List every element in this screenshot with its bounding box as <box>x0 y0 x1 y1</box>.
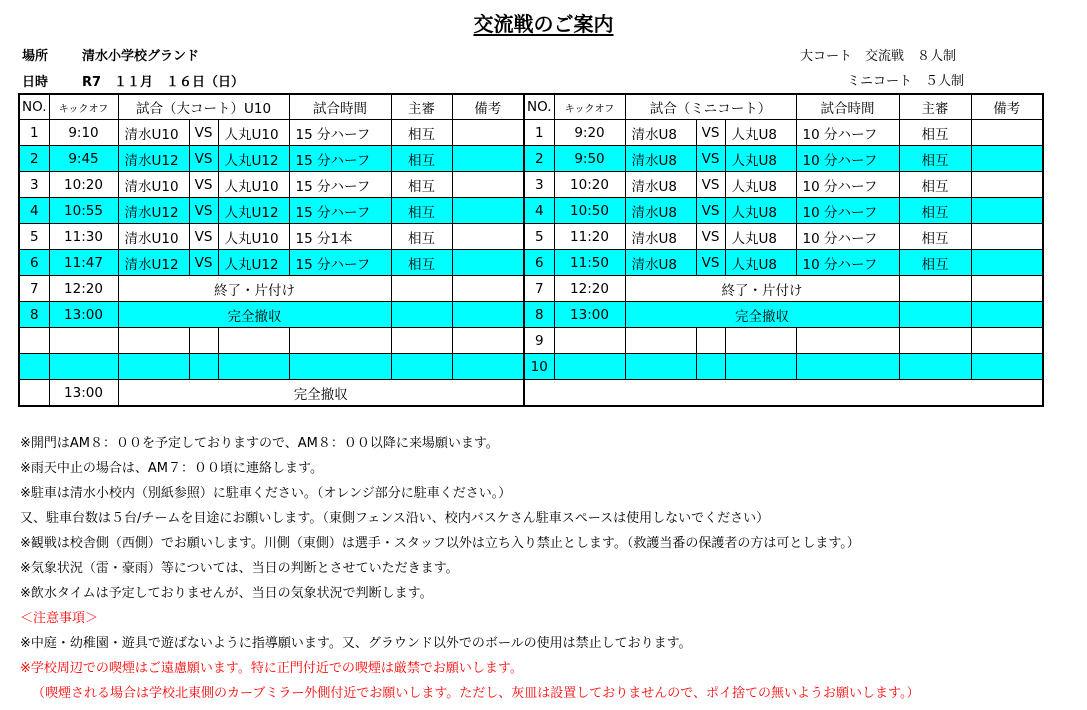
remarks-cell <box>452 302 524 328</box>
match-duration: 10 分ハーフ <box>796 198 899 224</box>
remarks-cell <box>452 120 524 146</box>
vs-label: VS <box>696 198 725 224</box>
remarks-cell <box>452 198 524 224</box>
table-row <box>19 354 1043 380</box>
referee-cell: 相互 <box>391 198 452 224</box>
empty-cell <box>189 354 218 380</box>
vs-label: VS <box>696 172 725 198</box>
remarks-cell <box>452 146 524 172</box>
match-no: 8 <box>524 302 554 328</box>
table-row <box>19 328 1043 354</box>
away-team: 人丸U8 <box>725 172 796 198</box>
kickoff-time: 11:20 <box>554 224 625 250</box>
vs-label: VS <box>189 146 218 172</box>
away-team: 人丸U8 <box>725 146 796 172</box>
kickoff-time: 11:30 <box>49 224 118 250</box>
home-team: 清水U8 <box>625 198 696 224</box>
note-line: ※開門はAM８：００を予定しておりますので、AM８：００以降に来場願います。 <box>20 436 499 451</box>
col-no: NO. <box>19 94 49 120</box>
merged-note: 終了・片付け <box>118 276 391 302</box>
match-no: 10 <box>524 354 554 380</box>
home-team <box>625 328 696 354</box>
schedule-table <box>18 93 1044 407</box>
empty-cell <box>19 354 49 380</box>
match-duration: 15 分ハーフ <box>289 250 391 276</box>
home-team: 清水U8 <box>625 120 696 146</box>
vs-label: VS <box>189 250 218 276</box>
match-no: 9 <box>524 328 554 354</box>
empty-cell <box>218 328 289 354</box>
smoking-detail: （喫煙される場合は学校北東側のカーブミラー外側付近でお願いします。ただし、灰皿は設置しておりませんので、ポイ捨ての無いようお願いします。） <box>32 686 920 701</box>
home-team: 清水U8 <box>625 146 696 172</box>
remarks-cell <box>971 146 1043 172</box>
referee-cell <box>391 302 452 328</box>
note-line: ※気象状況（雷・豪雨）等については、当日の判断とさせていただきます。 <box>20 561 459 576</box>
remarks-cell <box>971 250 1043 276</box>
referee-cell <box>899 328 971 354</box>
remarks-cell <box>971 172 1043 198</box>
match-no: 7 <box>524 276 554 302</box>
date-value: R7 １１月 １６日（日） <box>82 75 245 90</box>
remarks-cell <box>452 224 524 250</box>
match-duration: 10 分ハーフ <box>796 224 899 250</box>
match-no: 4 <box>524 198 554 224</box>
note-line: ※駐車は清水小校内（別紙参照）に駐車ください。（オレンジ部分に駐車ください。） <box>20 486 512 501</box>
referee-cell: 相互 <box>899 250 971 276</box>
away-team: 人丸U8 <box>725 198 796 224</box>
away-team: 人丸U10 <box>218 120 289 146</box>
empty-cell <box>49 354 118 380</box>
vs-label <box>696 328 725 354</box>
kickoff-time: 10:20 <box>554 172 625 198</box>
match-no: 6 <box>19 250 49 276</box>
away-team: 人丸U8 <box>725 250 796 276</box>
referee-cell: 相互 <box>899 172 971 198</box>
mini-court-info: ミニコート ５人制 <box>847 74 965 89</box>
vs-label: VS <box>189 172 218 198</box>
table-row <box>19 302 1043 328</box>
vs-label <box>696 354 725 380</box>
kickoff-time: 9:50 <box>554 146 625 172</box>
match-duration: 10 分ハーフ <box>796 172 899 198</box>
date-label: 日時 <box>22 75 49 90</box>
kickoff-time: 9:10 <box>49 120 118 146</box>
notes <box>20 431 920 706</box>
referee-cell <box>899 354 971 380</box>
remarks-cell <box>971 120 1043 146</box>
caution-note: ※中庭・幼稚園・遊具で遊ばないように指導願います。又、グラウンド以外でのボールの使用は禁止しております。 <box>20 636 692 651</box>
match-duration: 10 分ハーフ <box>796 146 899 172</box>
kickoff-time: 11:47 <box>49 250 118 276</box>
table-row <box>19 224 1043 250</box>
match-no: 4 <box>19 198 49 224</box>
large-court-info: 大コート 交流戦 ８人制 <box>800 49 957 64</box>
table-row <box>19 120 1043 146</box>
referee-cell: 相互 <box>391 172 452 198</box>
table-row-final <box>19 380 1043 407</box>
kickoff-time: 10:20 <box>49 172 118 198</box>
note-line: ※観戦は校舎側（西側）でお願いします。川側（東側）は選手・スタッフ以外は立ち入り禁止とします。（救護当番の保護者の方は可とします。） <box>20 536 860 551</box>
caution-heading: ＜注意事項＞ <box>20 611 99 626</box>
home-team: 清水U12 <box>118 250 189 276</box>
kickoff-time <box>554 354 625 380</box>
kickoff-time: 10:50 <box>554 198 625 224</box>
match-duration: 15 分ハーフ <box>289 146 391 172</box>
col-referee: 主審 <box>899 94 971 120</box>
away-team: 人丸U12 <box>218 198 289 224</box>
col-remarks: 備考 <box>452 94 524 120</box>
empty-cell <box>49 328 118 354</box>
home-team: 清水U12 <box>118 146 189 172</box>
match-duration: 10 分ハーフ <box>796 250 899 276</box>
match-no: 5 <box>524 224 554 250</box>
empty-cell <box>391 354 452 380</box>
col-no: NO. <box>524 94 554 120</box>
kickoff-time: 10:55 <box>49 198 118 224</box>
referee-cell: 相互 <box>391 224 452 250</box>
referee-cell: 相互 <box>391 146 452 172</box>
referee-cell <box>899 302 971 328</box>
vs-label: VS <box>696 146 725 172</box>
kickoff-time: 9:45 <box>49 146 118 172</box>
kickoff-time: 12:20 <box>554 276 625 302</box>
referee-cell: 相互 <box>899 198 971 224</box>
match-no: 3 <box>19 172 49 198</box>
merged-note: 終了・片付け <box>625 276 899 302</box>
place-value: 清水小学校グランド <box>82 49 200 64</box>
home-team: 清水U10 <box>118 224 189 250</box>
match-duration: 15 分ハーフ <box>289 120 391 146</box>
kickoff-time: 13:00 <box>49 380 118 407</box>
remarks-cell <box>452 172 524 198</box>
col-referee: 主審 <box>391 94 452 120</box>
note-line: 又、駐車台数は５台/チームを目途にお願いします。（東側フェンス沿い、校内バスケさん駐車スペースは使用しないでください） <box>20 511 770 526</box>
note-line: ※飲水タイムは予定しておりませんが、当日の気象状況で判断します。 <box>20 586 433 601</box>
away-team: 人丸U8 <box>725 120 796 146</box>
match-no: 5 <box>19 224 49 250</box>
referee-cell <box>899 276 971 302</box>
away-team <box>725 354 796 380</box>
place-label: 場所 <box>22 49 49 64</box>
table-row <box>19 146 1043 172</box>
remarks-cell <box>971 354 1043 380</box>
remarks-cell <box>452 250 524 276</box>
kickoff-time: 13:00 <box>49 302 118 328</box>
merged-note: 完全撤収 <box>118 302 391 328</box>
home-team: 清水U10 <box>118 172 189 198</box>
home-team: 清水U10 <box>118 120 189 146</box>
home-team: 清水U12 <box>118 198 189 224</box>
vs-label: VS <box>189 120 218 146</box>
empty-cell <box>118 354 189 380</box>
col-duration: 試合時間 <box>289 94 391 120</box>
home-team: 清水U8 <box>625 224 696 250</box>
home-team: 清水U8 <box>625 172 696 198</box>
remarks-cell <box>452 276 524 302</box>
match-duration <box>796 328 899 354</box>
remarks-cell <box>971 302 1043 328</box>
kickoff-time: 9:20 <box>554 120 625 146</box>
col-duration: 試合時間 <box>796 94 899 120</box>
table-row <box>19 198 1043 224</box>
match-duration: 10 分ハーフ <box>796 120 899 146</box>
referee-cell: 相互 <box>391 250 452 276</box>
referee-cell: 相互 <box>899 224 971 250</box>
col-match-large: 試合（大コート）U10 <box>118 94 289 120</box>
empty-cell <box>524 380 1043 407</box>
smoking-note: ※学校周辺での喫煙はご遠慮願います。特に正門付近での喫煙は厳禁でお願いします。 <box>20 661 523 676</box>
empty-cell <box>218 354 289 380</box>
match-no: 1 <box>524 120 554 146</box>
match-duration: 15 分ハーフ <box>289 172 391 198</box>
remarks-cell <box>971 276 1043 302</box>
kickoff-time: 12:20 <box>49 276 118 302</box>
kickoff-time <box>554 328 625 354</box>
referee-cell: 相互 <box>899 120 971 146</box>
col-kickoff: キックオフ <box>554 94 625 120</box>
remarks-cell <box>971 198 1043 224</box>
empty-cell <box>452 354 524 380</box>
referee-cell: 相互 <box>899 146 971 172</box>
away-team: 人丸U12 <box>218 146 289 172</box>
kickoff-time: 11:50 <box>554 250 625 276</box>
empty-cell <box>391 328 452 354</box>
final-note: 完全撤収 <box>118 380 524 407</box>
page-title: 交流戦のご案内 <box>473 12 614 36</box>
vs-label: VS <box>696 120 725 146</box>
empty-cell <box>289 354 391 380</box>
match-duration: 15 分ハーフ <box>289 198 391 224</box>
remarks-cell <box>971 224 1043 250</box>
home-team <box>625 354 696 380</box>
empty-cell <box>19 328 49 354</box>
away-team: 人丸U10 <box>218 224 289 250</box>
match-no: 3 <box>524 172 554 198</box>
vs-label: VS <box>189 224 218 250</box>
empty-cell <box>452 328 524 354</box>
remarks-cell <box>971 328 1043 354</box>
match-no <box>19 380 49 407</box>
table-row <box>19 250 1043 276</box>
referee-cell <box>391 276 452 302</box>
match-no: 8 <box>19 302 49 328</box>
vs-label: VS <box>696 224 725 250</box>
away-team: 人丸U12 <box>218 250 289 276</box>
match-no: 2 <box>524 146 554 172</box>
referee-cell: 相互 <box>391 120 452 146</box>
table-row <box>19 276 1043 302</box>
match-no: 6 <box>524 250 554 276</box>
col-remarks: 備考 <box>971 94 1043 120</box>
header-row <box>19 94 1043 120</box>
col-kickoff: キックオフ <box>49 94 118 120</box>
match-no: 2 <box>19 146 49 172</box>
empty-cell <box>189 328 218 354</box>
match-no: 1 <box>19 120 49 146</box>
col-match-mini: 試合（ミニコート） <box>625 94 796 120</box>
match-no: 7 <box>19 276 49 302</box>
empty-cell <box>289 328 391 354</box>
match-duration <box>796 354 899 380</box>
table-row <box>19 172 1043 198</box>
note-line: ※雨天中止の場合は、AM７：００頃に連絡します。 <box>20 461 323 476</box>
away-team: 人丸U8 <box>725 224 796 250</box>
home-team: 清水U8 <box>625 250 696 276</box>
merged-note: 完全撤収 <box>625 302 899 328</box>
vs-label: VS <box>696 250 725 276</box>
away-team: 人丸U10 <box>218 172 289 198</box>
match-duration: 15 分1本 <box>289 224 391 250</box>
empty-cell <box>118 328 189 354</box>
kickoff-time: 13:00 <box>554 302 625 328</box>
away-team <box>725 328 796 354</box>
vs-label: VS <box>189 198 218 224</box>
